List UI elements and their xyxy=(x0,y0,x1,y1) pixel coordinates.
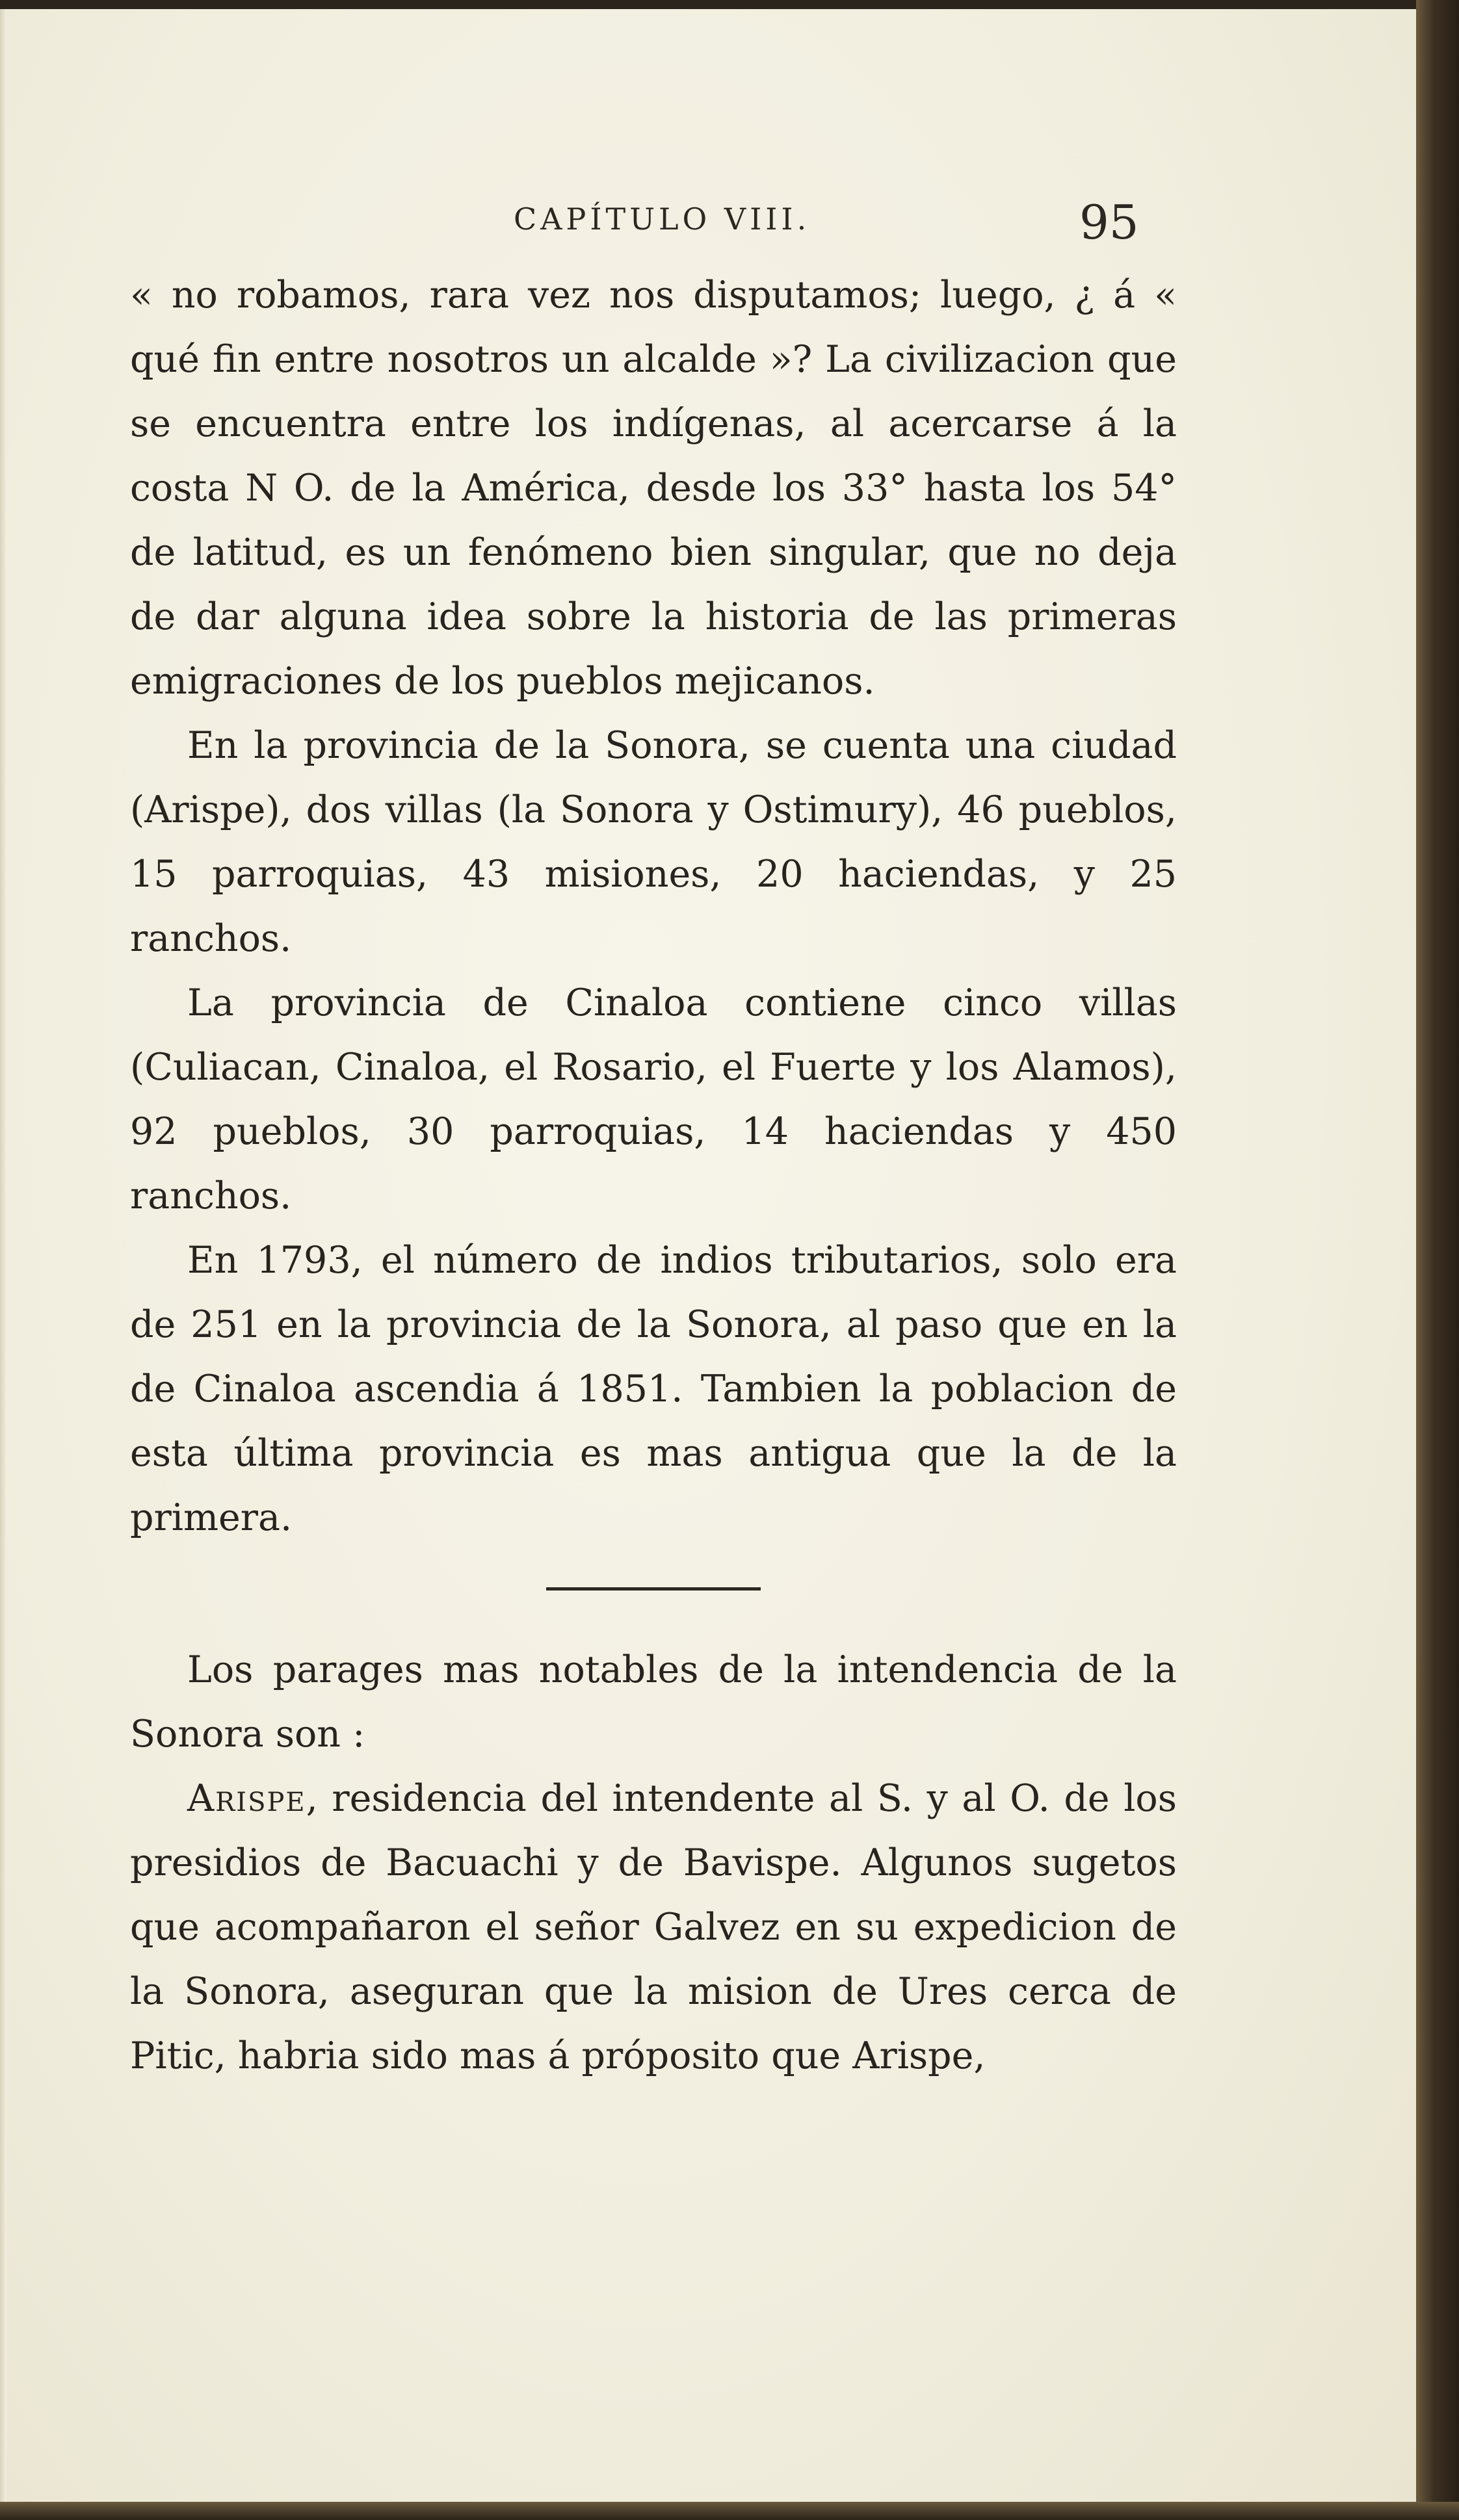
page-left-edge xyxy=(0,9,7,2502)
page-header xyxy=(0,195,1459,250)
section-divider xyxy=(546,1587,761,1591)
arispe-term: Arispe xyxy=(187,1777,306,1820)
arispe-text: , residencia del intendente al S. y al O. de los presidios de Bacuachi y de Bavispe. Algunos sugetos que acompañaron el señor Galvez en su expedicion de la Sonora, aseguran que la mision de Ures cerca de Pitic, habria sido mas á próposito que Arispe, xyxy=(130,1777,1177,2077)
book-binding-edge xyxy=(1416,0,1459,2520)
page-number: 95 xyxy=(1079,195,1139,250)
paragraph-sonora: En la provincia de la Sonora, se cuenta una ciudad (Arispe), dos villas (la Sonora y Ostimury), 46 pueblos, 15 parroquias, 43 misiones, 20 haciendas, y 25 ranchos. xyxy=(130,724,1177,960)
lower-text xyxy=(130,1638,1177,2088)
paragraph-continuation: « no robamos, rara vez nos disputamos; luego, ¿ á « qué fin entre nosotros un alcalde »? La civilizacion que se encuentra entre los indígenas, al acercarse á la costa N O. de la América, desde los 33° hasta los 54° de latitud, es un fenómeno bien singular, que no deja de dar alguna idea sobre la historia de las primeras emigraciones de los pueblos mejicanos. xyxy=(130,274,1177,703)
paragraph-cinaloa: La provincia de Cinaloa contiene cinco villas (Culiacan, Cinaloa, el Rosario, el Fuerte y los Alamos), 92 pueblos, 30 parroquias, 14 haciendas y 450 ranchos. xyxy=(130,981,1177,1217)
paragraph-tributarios: En 1793, el número de indios tributarios, solo era de 251 en la provincia de la Sonora, al paso que en la de Cinaloa ascendia á 1851. Tambien la poblacion de esta última provincia es mas antigua que la de la primera. xyxy=(130,1239,1177,1539)
book-bottom-edge xyxy=(0,2502,1459,2520)
main-text xyxy=(130,263,1177,1550)
paragraph-arispe xyxy=(130,1767,1177,2088)
running-head: CAPÍTULO VIII. xyxy=(514,201,811,237)
paragraph-parages: Los parages mas notables de la intendencia de la Sonora son : xyxy=(130,1648,1177,1756)
